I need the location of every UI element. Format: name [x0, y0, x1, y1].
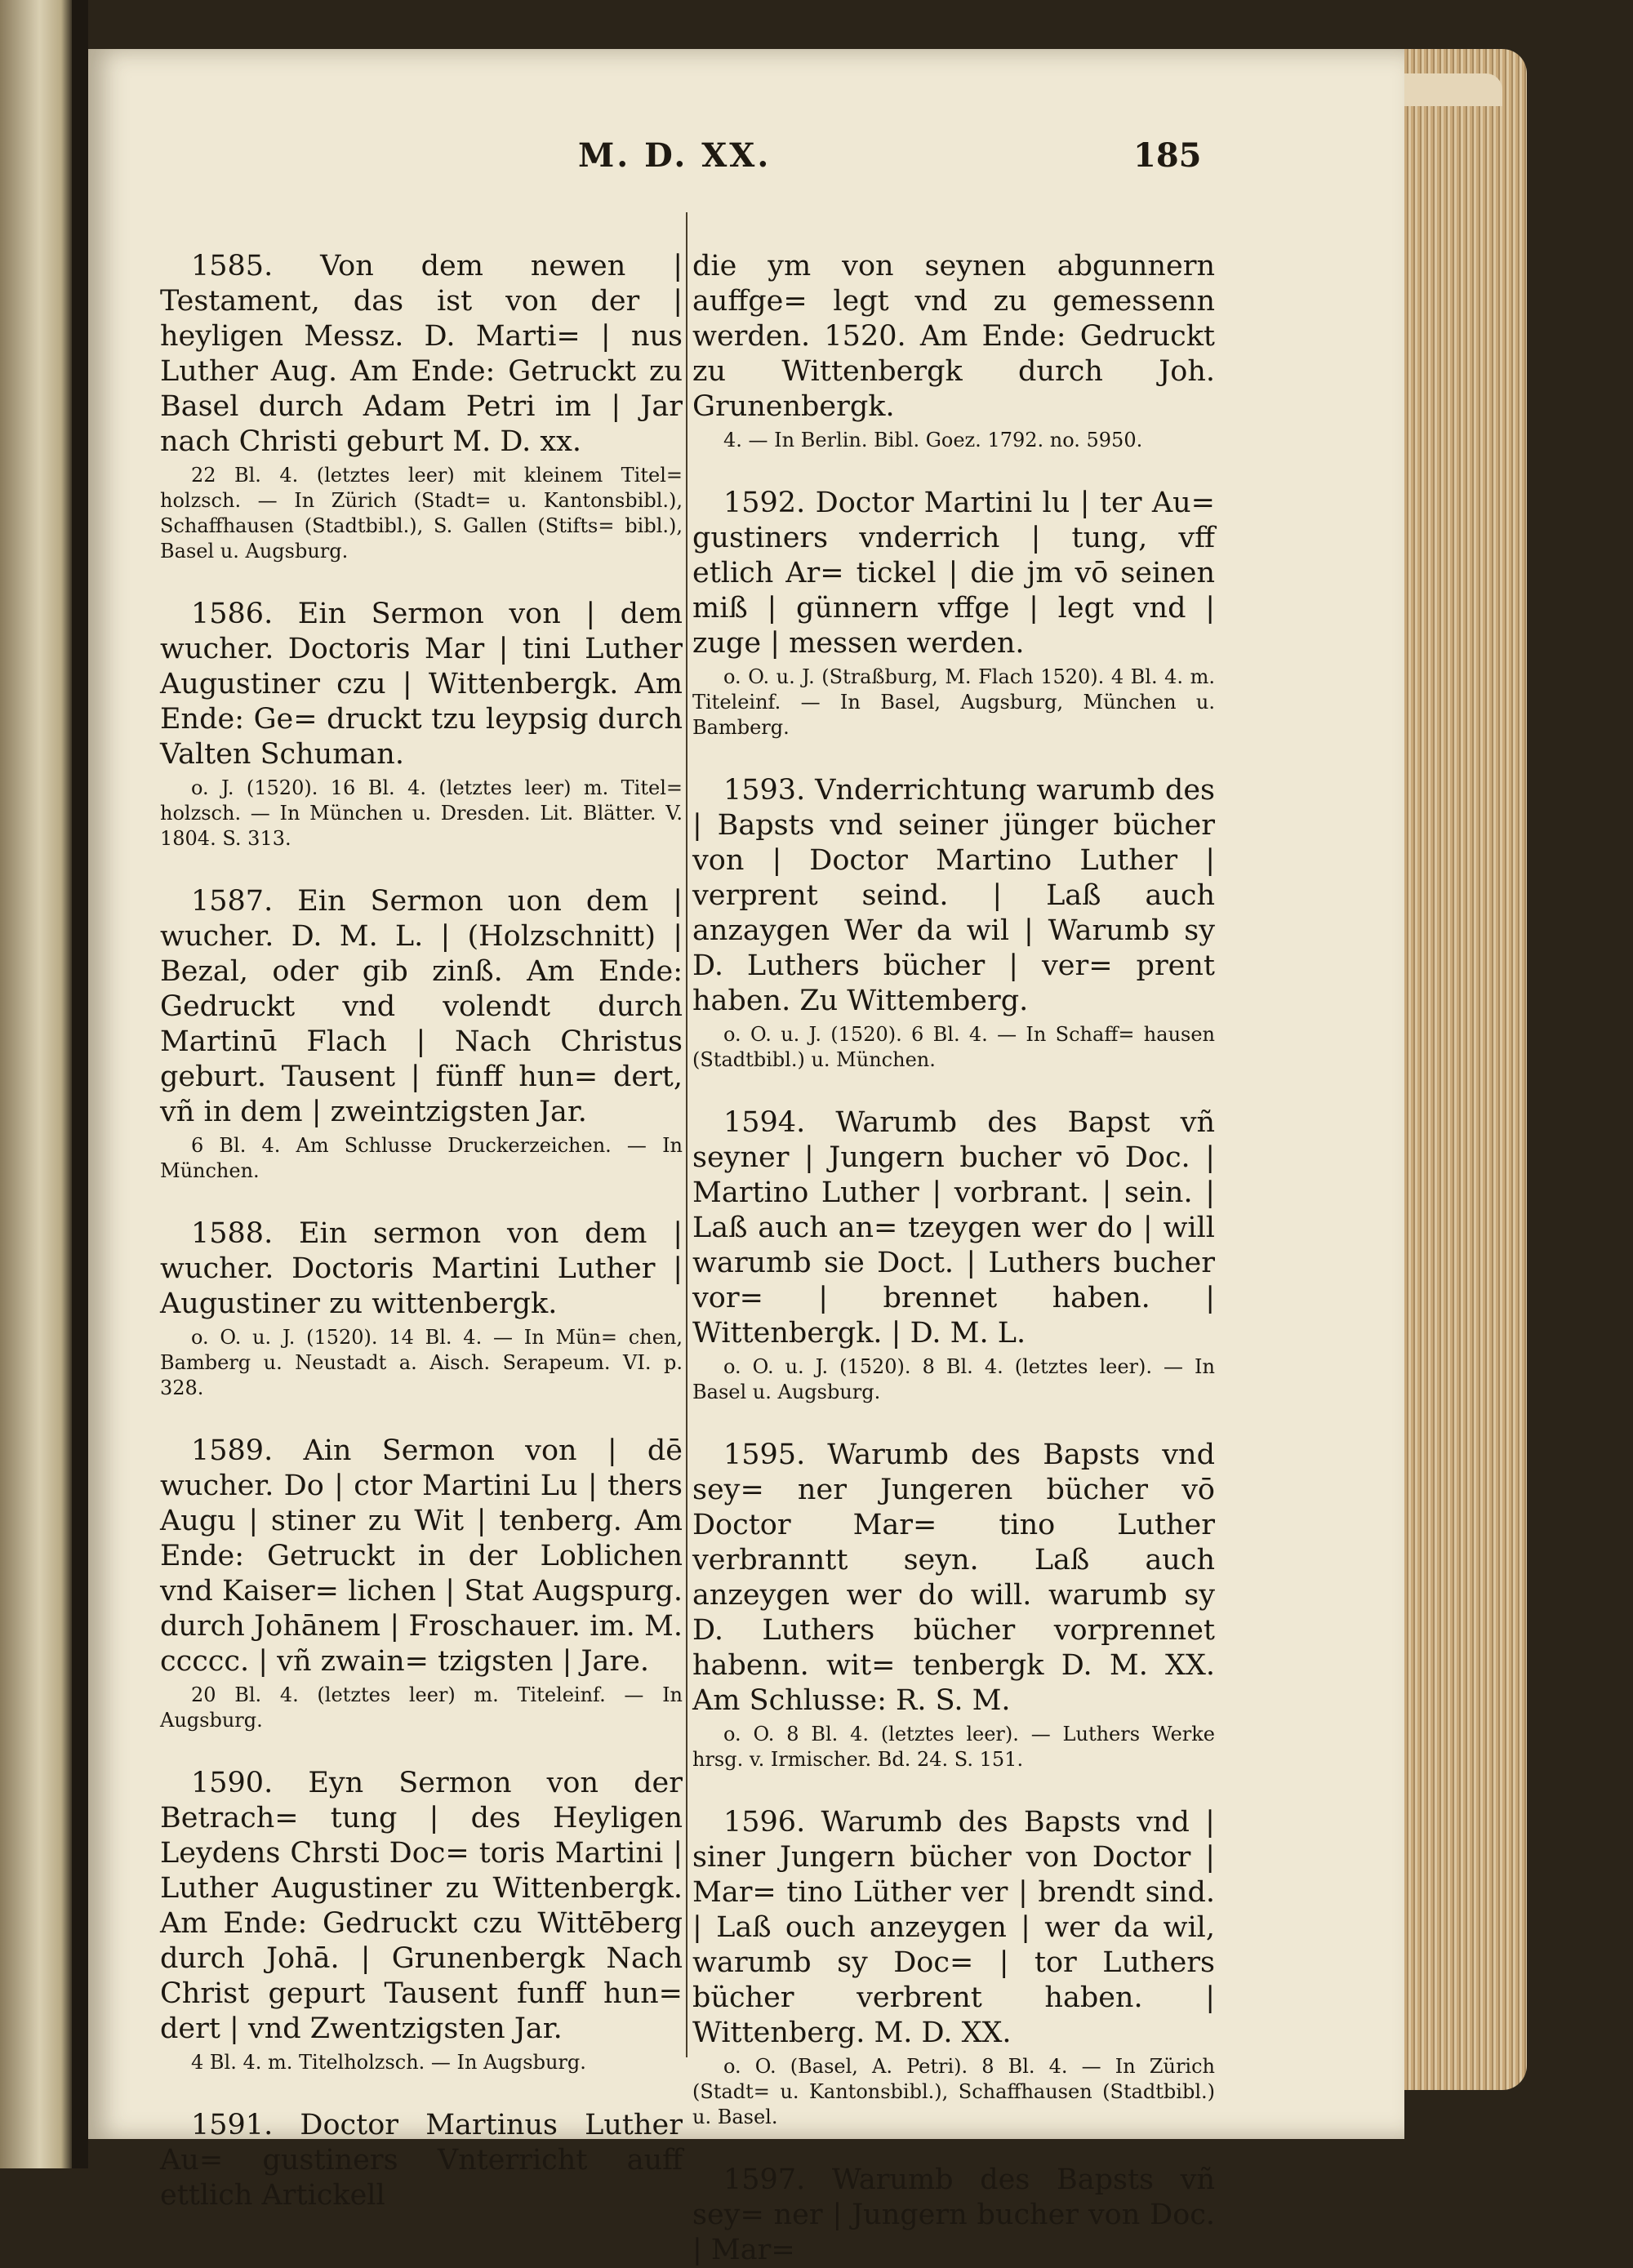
entry-note-text: o. O. u. J. (1520). 6 Bl. 4. — In Schaff= hausen (Stadtbibl.) u. München. — [692, 1023, 1215, 1071]
entry-note — [692, 428, 1215, 453]
bibliography-entry — [692, 1438, 1215, 1772]
header-title: M. D. XX. — [578, 136, 772, 175]
entry-note — [692, 665, 1215, 740]
left-column — [160, 249, 683, 2212]
entry-note-text: 4 Bl. 4. m. Titelholzsch. — In Augsburg. — [191, 2051, 586, 2074]
page-stack-top — [1404, 73, 1502, 106]
entry-number: 1597. — [723, 2163, 806, 2196]
entry-note — [692, 2054, 1215, 2130]
bibliography-entry — [160, 1434, 683, 1733]
entry-text: Doctor Martinus Luther Au= gustiners Vnterricht auff ettlich Artickell — [160, 2109, 683, 2212]
entry-title — [160, 597, 683, 772]
entry-text: Eyn Sermon von der Betrach= tung | des Heyligen Leydens Chrsti Doc= toris Martini | Luther Augustiner zu Wittenbergk. Am Ende: Gedruckt czu Wittēberg durch Johā. | Grunenbergk Nach Christ gepurt Tausent funff hun= dert | vnd Zwentzigsten Jar. — [160, 1767, 683, 2045]
entry-number: 1590. — [191, 1767, 274, 1799]
entry-title — [692, 773, 1215, 1019]
bibliography-entry — [692, 1105, 1215, 1405]
entry-number: 1594. — [723, 1106, 806, 1139]
bibliography-entry — [160, 1216, 683, 1401]
entry-number: 1587. — [191, 885, 274, 918]
entry-title — [692, 486, 1215, 661]
entry-note-text: o. J. (1520). 16 Bl. 4. (letztes leer) m. Titel= holzsch. — In München u. Dresden. Lit. Blätter. V. 1804. S. 313. — [160, 776, 683, 850]
entry-title — [160, 1766, 683, 2047]
entry-title — [692, 2163, 1215, 2268]
bibliography-entry — [692, 2163, 1215, 2268]
entry-title — [692, 1438, 1215, 1719]
entry-number: 1589. — [191, 1434, 274, 1467]
entry-text: Von dem newen | Testament, das ist von der | heyligen Messz. D. Marti= | nus Luther Aug. Am Ende: Getruckt zu Basel durch Adam Petri im | Jar nach Christi geburt M. D. xx. — [160, 250, 683, 458]
entry-note-text: 20 Bl. 4. (letztes leer) m. Titeleinf. — In Augsburg. — [160, 1683, 683, 1732]
entry-title — [692, 1105, 1215, 1351]
entry-title — [160, 1216, 683, 1322]
entry-note-text: 4. — In Berlin. Bibl. Goez. 1792. no. 5950. — [723, 429, 1143, 451]
entry-note-text: o. O. (Basel, A. Petri). 8 Bl. 4. — In Zürich (Stadt= u. Kantonsbibl.), Schaffhausen (Stadtbibl.) u. Basel. — [692, 2055, 1215, 2128]
entry-note-text: o. O. u. J. (1520). 14 Bl. 4. — In Mün= chen, Bamberg u. Neustadt a. Aisch. Serapeum. VI. p. 328. — [160, 1326, 683, 1399]
bibliography-entry — [692, 486, 1215, 740]
entry-number: 1588. — [191, 1217, 274, 1250]
column-divider — [686, 212, 687, 2057]
bibliography-entry — [160, 597, 683, 852]
entry-text: die ym von seynen abgunnern auffge= legt vnd zu gemessenn werden. 1520. Am Ende: Gedruckt zu Wittenbergk durch Joh. Grunenbergk. — [692, 250, 1215, 423]
entry-note-text: 22 Bl. 4. (letztes leer) mit kleinem Titel= holzsch. — In Zürich (Stadt= u. Kantonsbibl.), Schaffhausen (Stadtbibl.), S. Gallen (Stifts= bibl.), Basel u. Augsburg. — [160, 464, 683, 563]
facing-page-edge — [0, 0, 72, 2168]
entry-text: Warumb des Bapsts vnd sey= ner Jungeren bücher vō Doctor Mar= tino Luther verbranntt seyn. Laß auch anzeygen wer do will. warumb sy D. Luthers bücher vorprennet habenn. wit= tenbergk D. M. XX. Am Schlusse: R. S. M. — [692, 1439, 1215, 1717]
entry-text: Doctor Martini lu | ter Au= gustiners vnderrich | tung, vff etlich Ar= tickel | die jm vō seinen miß | günnern vffge | legt vnd | zuge | messen werden. — [692, 487, 1215, 660]
entry-note — [160, 1325, 683, 1401]
right-column — [692, 249, 1215, 2266]
bibliography-entry — [692, 773, 1215, 1073]
bibliography-entry — [160, 884, 683, 1184]
entry-title — [692, 249, 1215, 425]
entry-text: Ain Sermon von | dē wucher. Do | ctor Martini Lu | thers Augu | stiner zu Wit | tenberg. Am Ende: Getruckt in der Loblichen vnd Kaiser= lichen | Stat Augspurg. durch Johānem | Froschauer. im. M. ccccc. | vñ zwain= tzigsten | Jare. — [160, 1434, 683, 1678]
entry-text: Warumb des Bapsts vnd | siner Jungern bücher von Doctor | Mar= tino Lüther ver | brendt sind. | Laß ouch anzeygen | wer da wil, warumb sy Doc= | tor Luthers bücher verbrent haben. | Wittenberg. M. D. XX. — [692, 1806, 1215, 2049]
entry-number: 1596. — [723, 1806, 806, 1839]
entry-number: 1592. — [723, 487, 806, 519]
book-page — [88, 49, 1404, 2266]
entry-note — [160, 463, 683, 564]
entry-number: 1586. — [191, 598, 274, 630]
bibliography-entry — [160, 1766, 683, 2075]
entry-number: 1593. — [723, 774, 806, 807]
bibliography-entry — [160, 249, 683, 564]
entry-text: Ein Sermon uon dem | wucher. D. M. L. | (Holzschnitt) | Bezal, oder gib zinß. Am Ende: Gedruckt vnd volendt durch Martinū Flach | Nach Christus geburt. Tausent | fünff hun= dert, vñ in dem | zweintzigsten Jar. — [160, 885, 683, 1128]
book-gutter — [72, 0, 88, 2168]
bibliography-entry — [692, 249, 1215, 453]
entry-title — [160, 249, 683, 460]
entry-title — [160, 1434, 683, 1679]
entry-number: 1595. — [723, 1439, 806, 1471]
entry-text: Ein sermon von dem | wucher. Doctoris Martini Luther | Augustiner zu wittenbergk. — [160, 1217, 683, 1320]
entry-note-text: o. O. u. J. (1520). 8 Bl. 4. (letztes leer). — In Basel u. Augsburg. — [692, 1355, 1215, 1403]
entry-note — [692, 1022, 1215, 1073]
bibliography-entry — [160, 2108, 683, 2213]
entry-title — [160, 2108, 683, 2213]
entry-text: Vnderrichtung warumb des | Bapsts vnd seiner jünger bücher von | Doctor Martino Luther | verprent seind. | Laß auch anzaygen Wer da wil | Warumb sy D. Luthers bücher | ver= prent haben. Zu Wittemberg. — [692, 774, 1215, 1017]
entry-text: Warumb des Bapst vñ seyner | Jungern bucher vō Doc. | Martino Luther | vorbrant. | sein. | Laß auch an= tzeygen wer do | will warumb sie Doct. | Luthers bucher vor= | brennet haben. | Wittenbergk. | D. M. L. — [692, 1106, 1215, 1350]
entry-note-text: o. O. u. J. (Straßburg, M. Flach 1520). 4 Bl. 4. m. Titeleinf. — In Basel, Augsburg, München u. Bamberg. — [692, 665, 1215, 739]
entry-note — [160, 1683, 683, 1733]
entry-note — [160, 2050, 683, 2075]
entry-note — [160, 1133, 683, 1184]
page-number: 185 — [1133, 136, 1202, 175]
page-stack-edge — [1404, 49, 1527, 2090]
running-header — [88, 127, 1404, 192]
entry-title — [692, 1805, 1215, 2051]
entry-text: Warumb des Bapsts vñ sey= ner | Jungern bucher von Doc. | Mar= — [692, 2163, 1215, 2266]
entry-title — [160, 884, 683, 1130]
entry-number: 1585. — [191, 250, 274, 282]
entry-note-text: 6 Bl. 4. Am Schlusse Druckerzeichen. — In München. — [160, 1134, 683, 1182]
entry-note-text: o. O. 8 Bl. 4. (letztes leer). — Luthers Werke hrsg. v. Irmischer. Bd. 24. S. 151. — [692, 1723, 1215, 1771]
entry-note — [160, 776, 683, 852]
entry-note — [692, 1722, 1215, 1772]
entry-text: Ein Sermon von | dem wucher. Doctoris Mar | tini Luther Augustiner czu | Wittenbergk. Am Ende: Ge= druckt tzu leypsig durch Valten Schuman. — [160, 598, 683, 771]
entry-number: 1591. — [191, 2109, 274, 2141]
bibliography-entry — [692, 1805, 1215, 2130]
entry-note — [692, 1354, 1215, 1405]
